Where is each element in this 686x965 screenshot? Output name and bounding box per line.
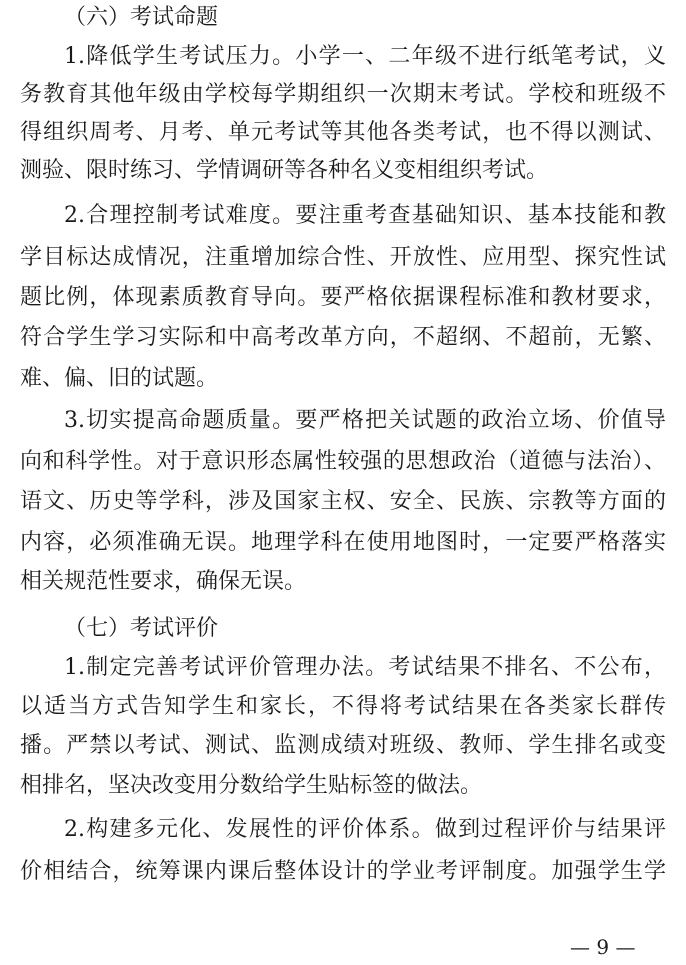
paragraph-line: 难、偏、旧的试题。 — [20, 366, 219, 391]
paragraph-line: 题比例，体现素质教育导向。要严格依据课程标准和教材要求， — [20, 285, 666, 310]
paragraph-line: 2.构建多元化、发展性的评价体系。做到过程评价与结果评 — [64, 817, 666, 842]
paragraph-line: 1.制定完善考试评价管理办法。考试结果不排名、不公布， — [64, 655, 666, 680]
paragraph-line: 测验、限时练习、学情调研等各种名义变相组织考试。 — [20, 158, 549, 183]
paragraph-line: 向和科学性。对于意识形态属性较强的思想政治（道德与法治）、 — [20, 449, 666, 474]
paragraph-line: 语文、历史等学科，涉及国家主权、安全、民族、宗教等方面的 — [20, 489, 666, 514]
paragraph-line: 3.切实提高命题质量。要严格把关试题的政治立场、价值导 — [64, 408, 666, 433]
paragraph-line: 相排名，坚决改变用分数给学生贴标签的做法。 — [20, 773, 483, 798]
paragraph-line: 以适当方式告知学生和家长，不得将考试结果在各类家长群传 — [20, 694, 666, 719]
paragraph-line: 内容，必须准确无误。地理学科在使用地图时，一定要严格落实 — [20, 530, 666, 555]
paragraph-line: 价相结合，统筹课内课后整体设计的学业考评制度。加强学生学 — [20, 859, 666, 884]
paragraph-line: 相关规范性要求，确保无误。 — [20, 569, 307, 594]
paragraph-line: 1.降低学生考试压力。小学一、二年级不进行纸笔考试，义 — [64, 44, 666, 69]
page-number: — 9 — — [570, 935, 636, 959]
paragraph-line: 2.合理控制考试难度。要注重考查基础知识、基本技能和教 — [64, 203, 666, 228]
paragraph-line: 务教育其他年级由学校每学期组织一次期末考试。学校和班级不 — [20, 82, 666, 107]
paragraph-line: 得组织周考、月考、单元考试等其他各类考试，也不得以测试、 — [20, 120, 666, 145]
section-heading-6: （六）考试命题 — [64, 5, 219, 30]
paragraph-line: 符合学生学习实际和中高考改革方向，不超纲、不超前，无繁、 — [20, 325, 666, 350]
section-heading-7: （七）考试评价 — [64, 616, 219, 641]
paragraph-line: 学目标达成情况，注重增加综合性、开放性、应用型、探究性试 — [20, 245, 666, 270]
paragraph-line: 播。严禁以考试、测试、监测成绩对班级、教师、学生排名或变 — [20, 733, 666, 758]
